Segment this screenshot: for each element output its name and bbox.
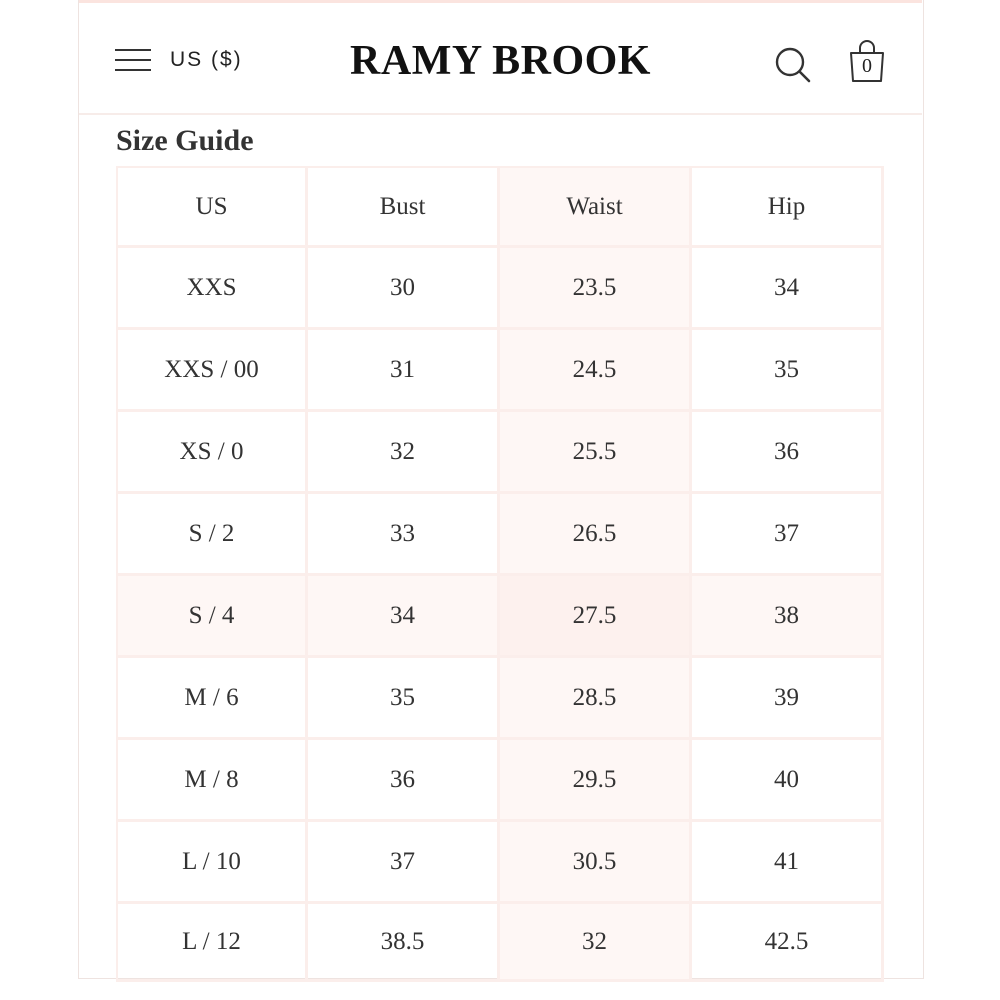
hip-cell: 42.5	[692, 904, 884, 982]
size-cell: S / 2	[116, 494, 308, 576]
table-row	[116, 248, 884, 330]
table-header-row	[116, 166, 884, 248]
size-cell: L / 10	[116, 822, 308, 904]
waist-cell: 27.5	[500, 576, 692, 658]
waist-cell: 32	[500, 904, 692, 982]
size-cell: XXS / 00	[116, 330, 308, 412]
currency-selector[interactable]: US ($)	[170, 48, 243, 71]
waist-cell: 30.5	[500, 822, 692, 904]
waist-cell: 24.5	[500, 330, 692, 412]
column-header-hip: Hip	[692, 166, 884, 248]
size-cell: XXS	[116, 248, 308, 330]
size-cell: XS / 0	[116, 412, 308, 494]
bust-cell: 35	[308, 658, 500, 740]
column-header-waist: Waist	[500, 166, 692, 248]
bust-cell: 33	[308, 494, 500, 576]
size-cell: L / 12	[116, 904, 308, 982]
column-header-us: US	[116, 166, 308, 248]
bust-cell: 34	[308, 576, 500, 658]
table-row	[116, 658, 884, 740]
bag-count: 0	[862, 55, 872, 77]
bust-cell: 37	[308, 822, 500, 904]
waist-cell: 28.5	[500, 658, 692, 740]
bust-cell: 36	[308, 740, 500, 822]
brand-logo[interactable]: RAMY BROOK	[350, 38, 651, 84]
size-cell: S / 4	[116, 576, 308, 658]
table-row	[116, 822, 884, 904]
bust-cell: 38.5	[308, 904, 500, 982]
size-guide-table	[116, 166, 884, 982]
hip-cell: 34	[692, 248, 884, 330]
hip-cell: 38	[692, 576, 884, 658]
waist-cell: 25.5	[500, 412, 692, 494]
hip-cell: 39	[692, 658, 884, 740]
bust-cell: 32	[308, 412, 500, 494]
hip-cell: 37	[692, 494, 884, 576]
table-row	[116, 494, 884, 576]
table-row	[116, 330, 884, 412]
table-row	[116, 740, 884, 822]
table-row-highlighted	[116, 576, 884, 658]
site-header	[79, 3, 922, 115]
hip-cell: 36	[692, 412, 884, 494]
bust-cell: 30	[308, 248, 500, 330]
shopping-bag-icon[interactable]	[847, 40, 887, 84]
waist-cell: 23.5	[500, 248, 692, 330]
hip-cell: 40	[692, 740, 884, 822]
page-title: Size Guide	[116, 124, 254, 157]
column-header-bust: Bust	[308, 166, 500, 248]
hip-cell: 35	[692, 330, 884, 412]
search-icon[interactable]	[773, 45, 813, 85]
waist-cell: 26.5	[500, 494, 692, 576]
bust-cell: 31	[308, 330, 500, 412]
table-row	[116, 412, 884, 494]
waist-cell: 29.5	[500, 740, 692, 822]
table-row	[116, 904, 884, 982]
size-cell: M / 8	[116, 740, 308, 822]
hip-cell: 41	[692, 822, 884, 904]
size-cell: M / 6	[116, 658, 308, 740]
